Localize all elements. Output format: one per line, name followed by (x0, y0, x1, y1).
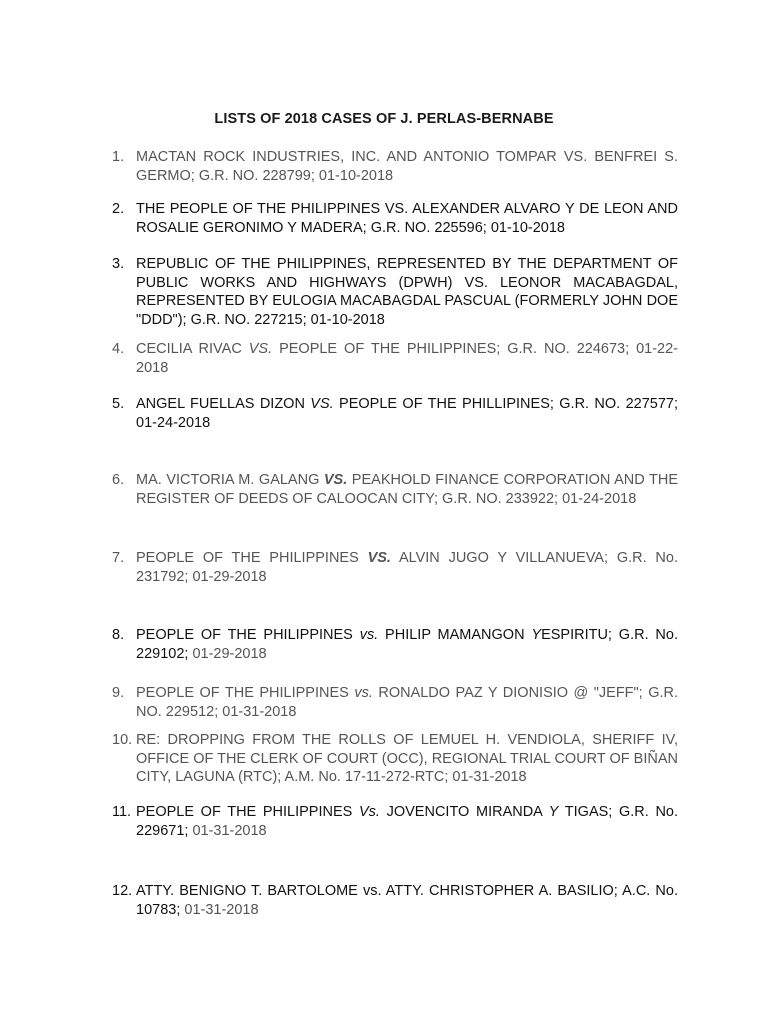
case-text: CECILIA RIVAC VS. PEOPLE OF THE PHILIPPINES; G.R. NO. 224673; 01-22-2018 (136, 341, 678, 376)
case-text: ATTY. BENIGNO T. BARTOLOME vs. ATTY. CHRISTOPHER A. BASILIO; A.C. No. 10783; 01-31-2018 (136, 883, 678, 918)
case-number: 11. (112, 804, 132, 820)
case-item-5 (112, 395, 678, 432)
case-number: 1. (112, 149, 125, 165)
case-item-8 (112, 626, 678, 663)
case-text: PEOPLE OF THE PHILIPPINES Vs. JOVENCITO MIRANDA Y TIGAS; G.R. No. 229671; 01-31-2018 (136, 804, 679, 839)
case-number: 6. (112, 472, 125, 488)
case-number: 12. (112, 883, 133, 899)
versus: VS. (248, 341, 273, 357)
case-item-10 (112, 731, 678, 787)
case-text: RE: DROPPING FROM THE ROLLS OF LEMUEL H. VENDIOLA, SHERIFF IV, OFFICE OF THE CLERK OF COURT (OCC), REGIONAL TRIAL COURT OF BIÑAN CITY, LAGUNA (RTC); A.M. No. 17-11-272-RTC; 01-31-2018 (136, 732, 678, 786)
versus: VS. (367, 550, 391, 566)
case-number: 2. (112, 201, 125, 217)
case-number: 5. (112, 396, 125, 412)
case-item-9 (112, 684, 678, 721)
document-title: LISTS OF 2018 CASES OF J. PERLAS-BERNABE (214, 111, 554, 127)
case-number: 3. (112, 256, 125, 272)
case-date: 01-31-2018 (184, 901, 259, 918)
case-number: 9. (112, 685, 125, 701)
case-text: PEOPLE OF THE PHILIPPINES vs. RONALDO PAZ Y DIONISIO @ "JEFF"; G.R. NO. 229512; 01-31-2018 (136, 685, 679, 720)
versus: VS. (310, 396, 334, 412)
case-number: 7. (112, 550, 125, 566)
case-item-1 (112, 148, 678, 185)
case-item-3 (112, 255, 678, 330)
versus: VS. (323, 472, 348, 488)
versus: Vs. (359, 804, 380, 820)
case-item-2 (112, 200, 678, 237)
case-item-11 (112, 803, 678, 840)
case-item-4 (112, 340, 678, 377)
case-date: 01-31-2018 (192, 822, 267, 839)
case-item-12 (112, 882, 678, 919)
case-text: PEOPLE OF THE PHILIPPINES VS. ALVIN JUGO Y VILLANUEVA; G.R. No. 231792; 01-29-2018 (136, 550, 678, 585)
case-item-6 (112, 471, 678, 508)
case-number: 4. (112, 341, 125, 357)
case-text: PEOPLE OF THE PHILIPPINES vs. PHILIP MAMANGON YESPIRITU; G.R. No. 229102; 01-29-2018 (136, 627, 678, 662)
case-text: MACTAN ROCK INDUSTRIES, INC. AND ANTONIO TOMPAR VS. BENFREI S. GERMO; G.R. NO. 228799; 01-10-2018 (136, 149, 678, 184)
versus: vs. (359, 627, 379, 643)
case-number: 8. (112, 627, 125, 643)
case-text: REPUBLIC OF THE PHILIPPINES, REPRESENTED BY THE DEPARTMENT OF PUBLIC WORKS AND HIGHWAYS (DPWH) VS. LEONOR MACABAGDAL, REPRESENTED BY EULOGIA MACABAGDAL PASCUAL (FORMERLY JOHN DOE "DDD"); G.R. NO. 227215; 01-10-2018 (136, 256, 678, 329)
case-text: THE PEOPLE OF THE PHILIPPINES VS. ALEXANDER ALVARO Y DE LEON AND ROSALIE GERONIMO Y MADERA; G.R. NO. 225596; 01-10-2018 (136, 201, 678, 236)
case-text: MA. VICTORIA M. GALANG VS. PEAKHOLD FINANCE CORPORATION AND THE REGISTER OF DEEDS OF CALOOCAN CITY; G.R. NO. 233922; 01-24-2018 (136, 472, 678, 507)
case-number: 10. (112, 732, 133, 748)
versus: vs. (354, 685, 373, 701)
case-date: 01-29-2018 (192, 645, 267, 662)
case-item-7 (112, 549, 678, 586)
case-text: ANGEL FUELLAS DIZON VS. PEOPLE OF THE PHILLIPINES; G.R. NO. 227577; 01-24-2018 (136, 396, 678, 431)
